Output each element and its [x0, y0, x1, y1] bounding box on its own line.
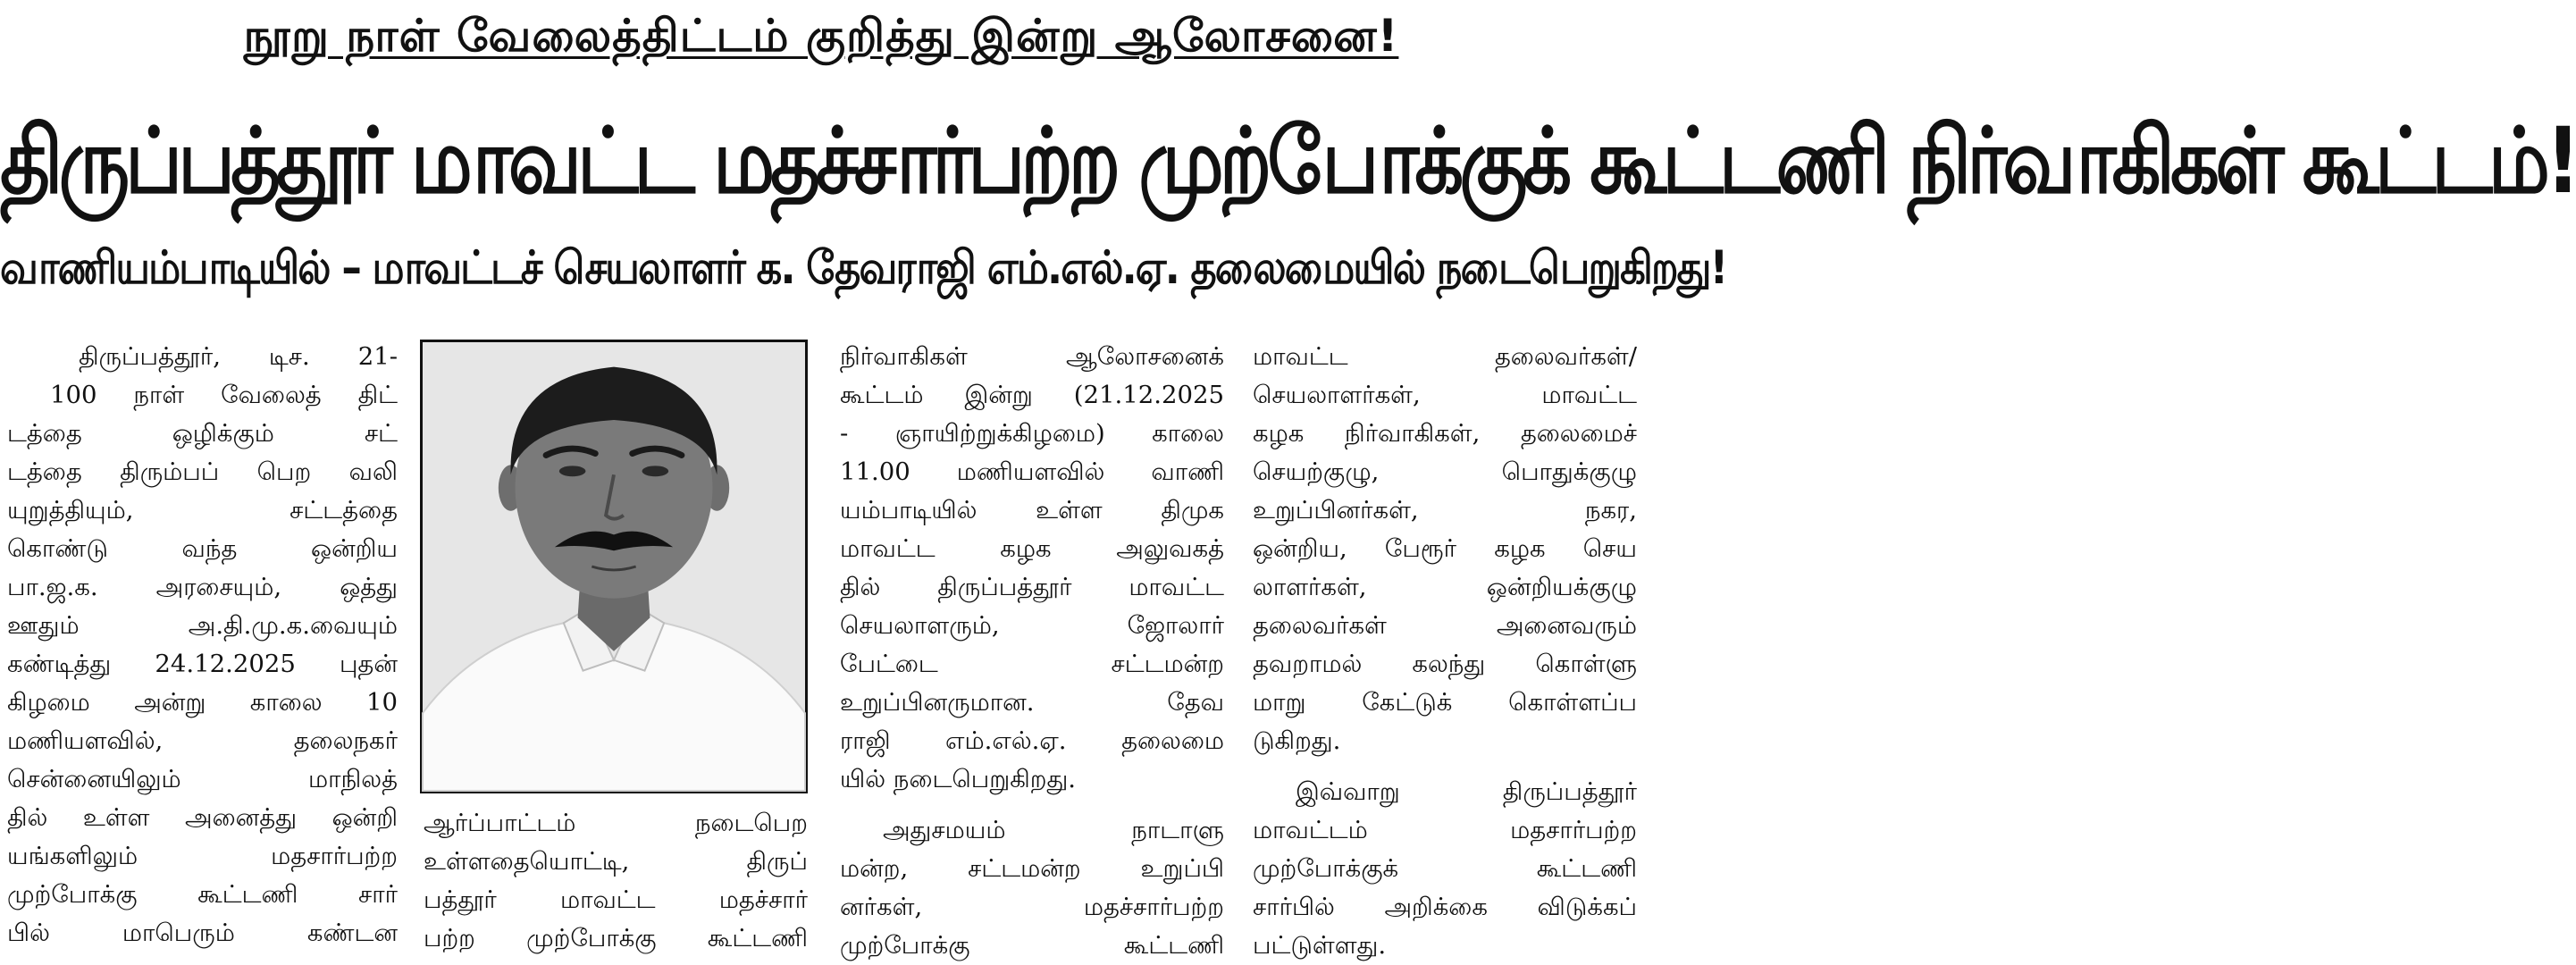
- sub-headline: வாணியம்பாடியில் – மாவட்டச் செயலாளர் க. தேவராஜி எம்.எல்.ஏ. தலைமையில் நடைபெறுகிறது!: [0, 239, 1727, 295]
- text-line: யுறுத்தியும், சட்டத்தை: [7, 496, 398, 524]
- text-line: உறுப்பினர்கள், நகர,: [1253, 496, 1637, 524]
- text-line: செயலாளர்கள், மாவட்ட: [1253, 381, 1637, 409]
- portrait-photo: [420, 340, 808, 793]
- text-line: சார்பில் அறிக்கை விடுக்கப்: [1253, 893, 1637, 921]
- text-line: பில் மாபெரும் கண்டன: [7, 919, 398, 947]
- text-line: - ஞாயிற்றுக்கிழமை) காலை: [840, 419, 1224, 448]
- text-line: மாவட்ட தலைவர்கள்/: [1253, 342, 1637, 371]
- text-line: டத்தை ஒழிக்கும் சட்: [7, 419, 398, 448]
- text-line: கழக நிர்வாகிகள், தலைமைச்: [1253, 419, 1637, 448]
- text-line: மாவட்ட கழக அலுவகத்: [840, 534, 1224, 563]
- text-line: இவ்வாறு திருப்பத்தூர்: [1296, 777, 1637, 806]
- text-line: ஊதும் அ.தி.மு.க.வையும்: [7, 611, 398, 640]
- text-line: செயலாளரும், ஜோலார்: [840, 611, 1224, 640]
- text-line: கொண்டு வந்த ஒன்றிய: [7, 534, 398, 563]
- text-line: 11.00 மணியளவில் வாணி: [840, 457, 1224, 486]
- text-line: கூட்டம் இன்று (21.12.2025: [840, 381, 1224, 409]
- text-line: டத்தை திரும்பப் பெற வலி: [7, 457, 398, 486]
- kicker-headline: [0, 7, 1642, 64]
- portrait-image: [423, 342, 805, 791]
- text-line: யில் நடைபெறுகிறது.: [840, 765, 1077, 793]
- text-line: செயற்குழு, பொதுக்குழு: [1253, 457, 1637, 486]
- article-column-2: [424, 804, 808, 958]
- text-line: உறுப்பினருமான. தேவ: [840, 688, 1224, 717]
- text-line: தில் திருப்பத்தூர் மாவட்ட: [840, 573, 1224, 601]
- text-line: கிழமை அன்று காலை 10: [7, 688, 398, 717]
- text-line: நிர்வாகிகள் ஆலோசனைக்: [840, 342, 1224, 371]
- text-line: மன்ற, சட்டமன்ற உறுப்பி: [840, 854, 1224, 883]
- text-line: பற்ற முற்போக்கு கூட்டணி: [424, 924, 808, 952]
- text-line: பத்தூர் மாவட்ட மதச்சார்: [424, 885, 808, 914]
- text-line: மணியளவில், தலைநகர்: [7, 726, 398, 755]
- text-line: அதுசமயம் நாடாளு: [883, 816, 1224, 844]
- text-line: ஒன்றிய, பேரூர் கழக செய: [1253, 534, 1637, 563]
- text-line: லாளர்கள், ஒன்றியக்குழு: [1253, 573, 1637, 601]
- text-line: 100 நாள் வேலைத் திட்: [50, 381, 398, 409]
- text-line: முற்போக்குக் கூட்டணி: [1253, 854, 1637, 883]
- text-line: தில் உள்ள அனைத்து ஒன்றி: [7, 803, 398, 832]
- text-line: முற்போக்கு கூட்டணி: [840, 931, 1224, 960]
- text-line: உள்ளதையொட்டி, திருப்: [424, 847, 808, 876]
- text-line: ராஜி எம்.எல்.ஏ. தலைமை: [840, 726, 1224, 755]
- text-line: பட்டுள்ளது.: [1253, 931, 1387, 960]
- text-line: னர்கள், மதச்சார்பற்ற: [840, 893, 1224, 921]
- text-line: தவறாமல் கலந்து கொள்ளு: [1253, 650, 1637, 678]
- text-line: மாறு கேட்டுக் கொள்ளப்ப: [1253, 688, 1637, 717]
- article-column-4: [1253, 338, 1637, 965]
- text-line: சென்னையிலும் மாநிலத்: [7, 765, 398, 793]
- text-line: மாவட்டம் மதசார்பற்ற: [1253, 816, 1637, 844]
- text-line: பா.ஜ.க. அரசையும், ஒத்து: [7, 573, 398, 601]
- text-line: யம்பாடியில் உள்ள திமுக: [840, 496, 1224, 524]
- kicker-text: நூறு நாள் வேலைத்திட்டம் குறித்து இன்று ஆலோசனை!: [243, 10, 1399, 62]
- dateline: திருப்பத்தூர், டிச. 21-: [79, 342, 398, 371]
- article-column-3: [840, 338, 1224, 965]
- main-headline: திருப்பத்தூர் மாவட்ட மதச்சார்பற்ற முற்போக்குக் கூட்டணி நிர்வாகிகள் கூட்டம்!: [0, 108, 2576, 214]
- text-line: ஆர்ப்பாட்டம் நடைபெற: [424, 809, 808, 837]
- text-line: கண்டித்து 24.12.2025 புதன்: [7, 650, 398, 678]
- text-line: முற்போக்கு கூட்டணி சார்: [7, 880, 398, 909]
- article-column-1: [7, 338, 398, 952]
- text-line: தலைவர்கள் அனைவரும்: [1253, 611, 1637, 640]
- text-line: யங்களிலும் மதசார்பற்ற: [7, 842, 398, 870]
- text-line: டுகிறது.: [1253, 726, 1341, 755]
- text-line: பேட்டை சட்டமன்ற: [840, 650, 1224, 678]
